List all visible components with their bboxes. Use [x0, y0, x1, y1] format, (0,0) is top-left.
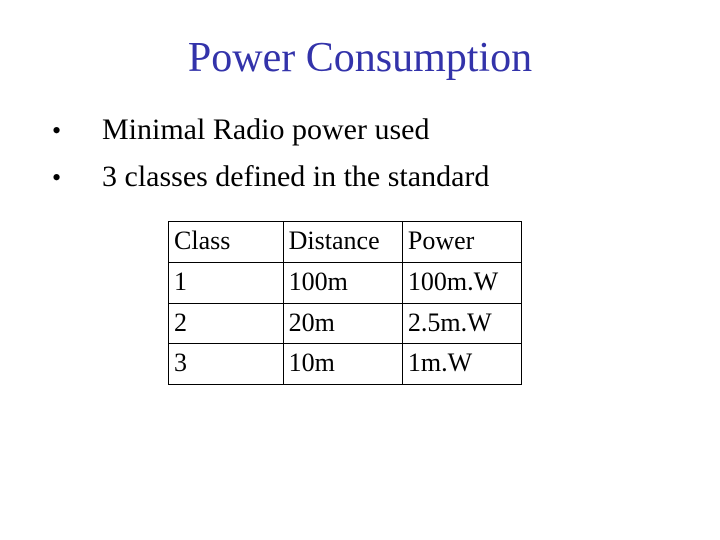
- table-cell: 100m.W: [402, 262, 521, 303]
- table-header-cell: Distance: [283, 222, 402, 263]
- table-header-cell: Power: [402, 222, 521, 263]
- table-header-cell: Class: [169, 222, 284, 263]
- bullet-text: Minimal Radio power used: [102, 113, 430, 146]
- table-cell: 100m: [283, 262, 402, 303]
- bullet-item: [52, 106, 489, 153]
- bullet-list: [52, 106, 489, 200]
- bullet-dot-icon: •: [52, 116, 62, 145]
- table-cell: 3: [169, 344, 284, 385]
- table-cell: 2: [169, 303, 284, 344]
- bullet-text: 3 classes defined in the standard: [102, 160, 490, 193]
- power-class-table: [168, 221, 522, 385]
- table-row: [169, 344, 522, 385]
- table-header-row: [169, 222, 522, 263]
- power-class-table-container: [168, 221, 522, 385]
- table-cell: 10m: [283, 344, 402, 385]
- table-row: [169, 262, 522, 303]
- table-cell: 20m: [283, 303, 402, 344]
- table-cell: 2.5m.W: [402, 303, 521, 344]
- bullet-item: [52, 153, 489, 200]
- table-cell: 1m.W: [402, 344, 521, 385]
- slide-title: Power Consumption: [187, 35, 533, 81]
- bullet-dot-icon: •: [52, 163, 62, 192]
- table-cell: 1: [169, 262, 284, 303]
- table-row: [169, 303, 522, 344]
